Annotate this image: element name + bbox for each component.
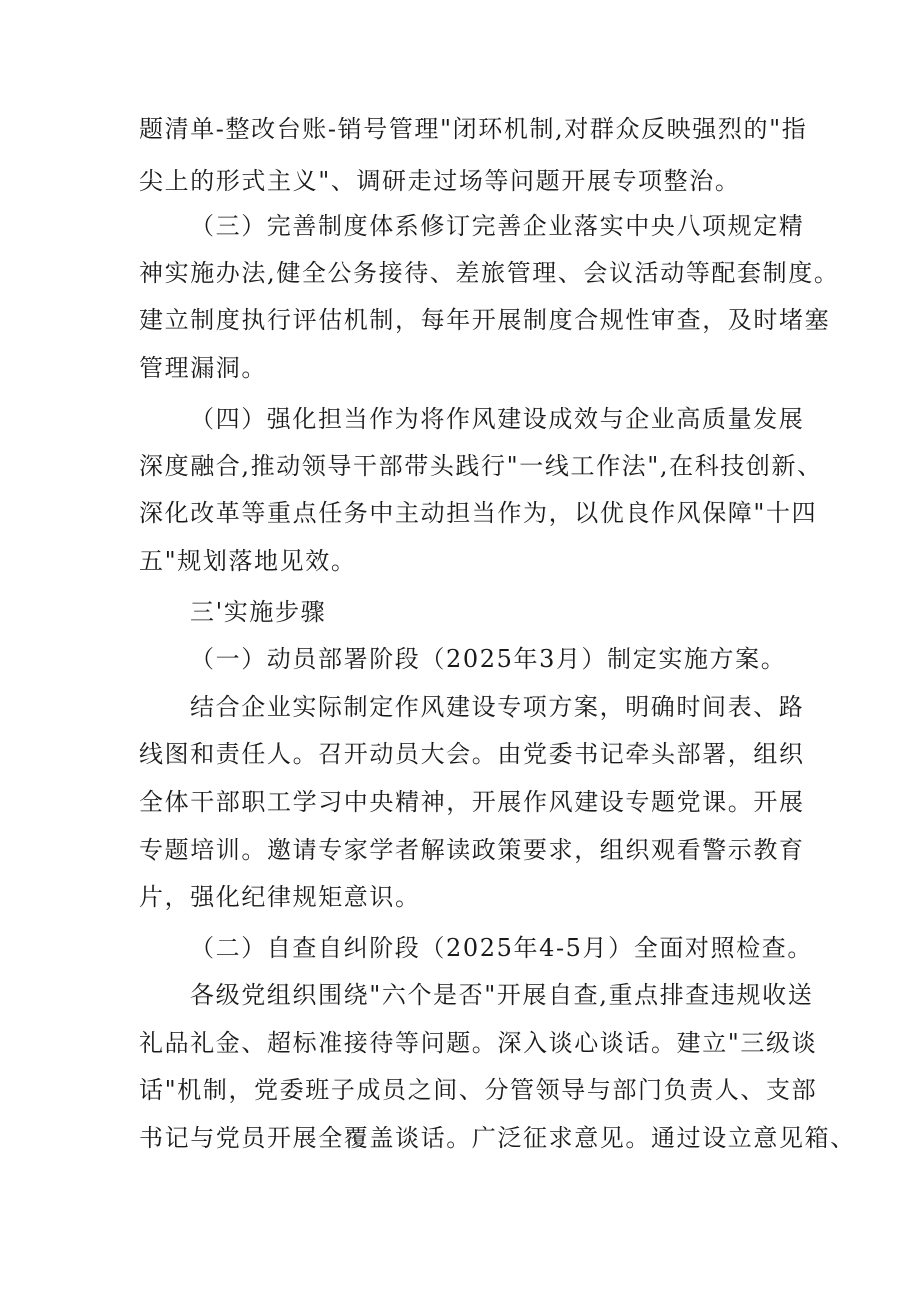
text-line-4: 神实施办法,健全公务接待、差旅管理、会议活动等配套制度。 bbox=[139, 259, 840, 287]
text-line-6: 管理漏洞。 bbox=[139, 354, 267, 382]
text-line-2: 尖上的形式主义"、调研走过场等问题开展专项整治。 bbox=[139, 167, 741, 195]
text-line-9: 深化改革等重点任务中主动担当作为，以优良作风保障"十四 bbox=[139, 499, 818, 527]
text-line-1: 题清单-整改台账-销号管理"闭环机制,对群众反映强烈的"指 bbox=[139, 115, 808, 143]
text-line-19: 各级党组织围绕"六个是否"开展自查,重点排查违规收送 bbox=[190, 981, 814, 1009]
text-line-10: 五"规划落地见效。 bbox=[139, 547, 357, 575]
stage-heading-1: （一）动员部署阶段（2025年3月）制定实施方案。 bbox=[190, 645, 787, 673]
text-line-8: 深度融合,推动领导干部带头践行"一线工作法",在科技创新、 bbox=[139, 452, 823, 480]
section-heading-4: （四）强化担当作为将作风建设成效与企业高质量发展 bbox=[190, 405, 805, 433]
stage-heading-2: （二）自查自纠阶段（2025年4-5月）全面对照检查。 bbox=[190, 934, 813, 962]
text-line-15: 全体干部职工学习中央精神，开展作风建设专题党课。开展 bbox=[139, 788, 805, 816]
text-line-13: 结合企业实际制定作风建设专项方案，明确时间表、路 bbox=[190, 693, 805, 721]
text-line-20: 礼品礼金、超标准接待等问题。深入谈心谈话。建立"三级谈 bbox=[139, 1029, 818, 1057]
text-line-5: 建立制度执行评估机制，每年开展制度合规性审查，及时堵塞 bbox=[139, 306, 831, 334]
text-line-17: 片，强化纪律规矩意识。 bbox=[139, 883, 421, 911]
text-line-14: 线图和责任人。召开动员大会。由党委书记牵头部署，组织 bbox=[139, 740, 805, 768]
text-line-21: 话"机制，党委班子成员之间、分管领导与部门负责人、支部 bbox=[139, 1076, 818, 1104]
section-heading-3: （三）完善制度体系修订完善企业落实中央八项规定精 bbox=[190, 212, 805, 240]
text-line-22: 书记与党员开展全覆盖谈话。广泛征求意见。通过设立意见箱、 bbox=[139, 1124, 856, 1152]
chapter-heading-implementation: 三'实施步骤 bbox=[190, 598, 327, 626]
text-line-16: 专题培训。邀请专家学者解读政策要求，组织观看警示教育 bbox=[139, 836, 805, 864]
